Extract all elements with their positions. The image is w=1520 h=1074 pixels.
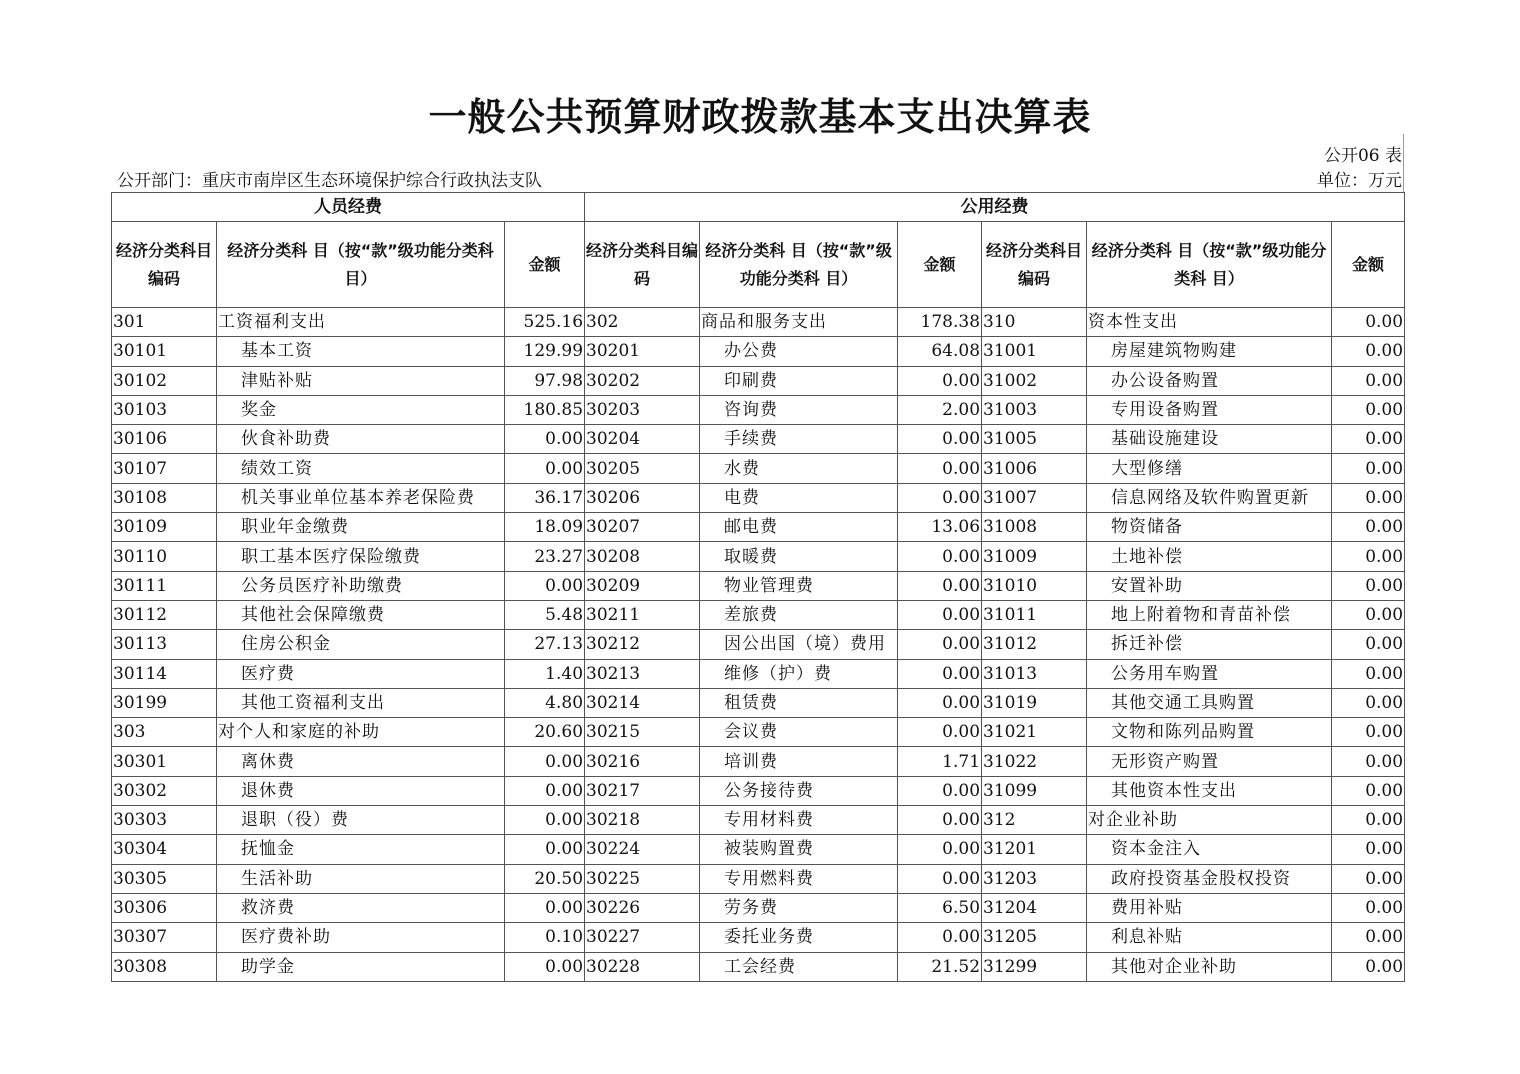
- item-amount: 0.00: [1332, 600, 1405, 629]
- item-code: 30211: [585, 600, 700, 629]
- item-amount: 0.00: [1332, 747, 1405, 776]
- item-amount: 0.00: [1332, 425, 1405, 454]
- col-header-name: 经济分类科 目（按“款”级功能分类科 目）: [217, 222, 505, 308]
- item-name: 公务员医疗补助缴费: [217, 571, 505, 600]
- item-amount: 0.00: [505, 893, 585, 922]
- item-amount: 2.00: [898, 395, 982, 424]
- table-row: [112, 366, 1405, 395]
- item-name: 房屋建筑物购建: [1087, 337, 1332, 366]
- item-code: 30207: [585, 513, 700, 542]
- item-code: 31019: [982, 688, 1087, 717]
- item-code: 31201: [982, 835, 1087, 864]
- page-title: 一般公共预算财政拨款基本支出决算表: [428, 95, 1092, 139]
- item-code: 30307: [112, 923, 217, 952]
- item-code: 31001: [982, 337, 1087, 366]
- item-code: 31299: [982, 952, 1087, 981]
- item-name: 其他交通工具购置: [1087, 688, 1332, 717]
- item-name: 机关事业单位基本养老保险费: [217, 483, 505, 512]
- table-row: [112, 483, 1405, 512]
- table-row: [112, 337, 1405, 366]
- item-amount: 0.00: [1332, 337, 1405, 366]
- item-code: 30203: [585, 395, 700, 424]
- item-amount: 0.00: [898, 600, 982, 629]
- table-row: [112, 308, 1405, 337]
- item-name: 对个人和家庭的补助: [217, 718, 505, 747]
- item-name: 会议费: [700, 718, 898, 747]
- item-name: 基本工资: [217, 337, 505, 366]
- item-code: 30112: [112, 600, 217, 629]
- group-personnel: 人员经费: [112, 193, 585, 222]
- table-row: [112, 425, 1405, 454]
- item-amount: 0.00: [505, 952, 585, 981]
- item-code: 30226: [585, 893, 700, 922]
- item-code: 302: [585, 308, 700, 337]
- item-code: 31203: [982, 864, 1087, 893]
- item-code: 30208: [585, 542, 700, 571]
- item-amount: 0.00: [1332, 864, 1405, 893]
- item-amount: 0.00: [1332, 923, 1405, 952]
- unit-label: 单位：万元: [1317, 171, 1402, 191]
- item-amount: 0.00: [898, 425, 982, 454]
- item-amount: 0.00: [898, 835, 982, 864]
- item-amount: 20.50: [505, 864, 585, 893]
- item-name: 无形资产购置: [1087, 747, 1332, 776]
- item-code: 30101: [112, 337, 217, 366]
- col-header-amount: 金额: [1332, 222, 1405, 308]
- item-code: 31003: [982, 395, 1087, 424]
- item-amount: 27.13: [505, 630, 585, 659]
- item-code: 31013: [982, 659, 1087, 688]
- item-amount: 0.00: [898, 454, 982, 483]
- item-name: 费用补贴: [1087, 893, 1332, 922]
- table-row: [112, 835, 1405, 864]
- item-name: 大型修缮: [1087, 454, 1332, 483]
- group-public: 公用经费: [585, 193, 1405, 222]
- item-name: 政府投资基金股权投资: [1087, 864, 1332, 893]
- item-amount: 0.00: [1332, 630, 1405, 659]
- item-code: 30303: [112, 806, 217, 835]
- item-amount: 0.00: [1332, 835, 1405, 864]
- table-row: [112, 513, 1405, 542]
- item-name: 手续费: [700, 425, 898, 454]
- item-name: 培训费: [700, 747, 898, 776]
- item-amount: 36.17: [505, 483, 585, 512]
- item-amount: 6.50: [898, 893, 982, 922]
- item-amount: 178.38: [898, 308, 982, 337]
- item-code: 30228: [585, 952, 700, 981]
- item-code: 30109: [112, 513, 217, 542]
- item-code: 31022: [982, 747, 1087, 776]
- department-label: 公开部门：重庆市南岸区生态环境保护综合行政执法支队: [117, 171, 542, 191]
- column-header-row: [112, 222, 1405, 308]
- item-name: 公务用车购置: [1087, 659, 1332, 688]
- item-code: 303: [112, 718, 217, 747]
- table-row: [112, 542, 1405, 571]
- item-name: 其他资本性支出: [1087, 776, 1332, 805]
- item-name: 退职（役）费: [217, 806, 505, 835]
- item-name: 专用燃料费: [700, 864, 898, 893]
- item-amount: 0.00: [898, 923, 982, 952]
- item-amount: 5.48: [505, 600, 585, 629]
- item-code: 30204: [585, 425, 700, 454]
- item-code: 30302: [112, 776, 217, 805]
- item-amount: 0.00: [505, 806, 585, 835]
- item-code: 30212: [585, 630, 700, 659]
- item-amount: 0.10: [505, 923, 585, 952]
- item-amount: 0.00: [505, 454, 585, 483]
- item-amount: 0.00: [1332, 513, 1405, 542]
- item-name: 职业年金缴费: [217, 513, 505, 542]
- item-code: 30102: [112, 366, 217, 395]
- item-amount: 0.00: [1332, 893, 1405, 922]
- item-name: 被装购置费: [700, 835, 898, 864]
- item-name: 资本金注入: [1087, 835, 1332, 864]
- table-row: [112, 864, 1405, 893]
- item-name: 取暖费: [700, 542, 898, 571]
- item-amount: 0.00: [505, 571, 585, 600]
- item-code: 30216: [585, 747, 700, 776]
- item-code: 30108: [112, 483, 217, 512]
- item-amount: 0.00: [505, 747, 585, 776]
- form-number: 公开06 表: [1323, 146, 1402, 166]
- item-code: 31005: [982, 425, 1087, 454]
- item-amount: 21.52: [898, 952, 982, 981]
- item-code: 310: [982, 308, 1087, 337]
- item-name: 基础设施建设: [1087, 425, 1332, 454]
- item-code: 30227: [585, 923, 700, 952]
- item-name: 差旅费: [700, 600, 898, 629]
- item-amount: 97.98: [505, 366, 585, 395]
- item-amount: 0.00: [1332, 659, 1405, 688]
- item-code: 312: [982, 806, 1087, 835]
- item-code: 31011: [982, 600, 1087, 629]
- item-code: 30206: [585, 483, 700, 512]
- item-name: 生活补助: [217, 864, 505, 893]
- item-code: 30301: [112, 747, 217, 776]
- item-code: 30107: [112, 454, 217, 483]
- table-row: [112, 688, 1405, 717]
- item-amount: 0.00: [505, 835, 585, 864]
- item-amount: 0.00: [1332, 483, 1405, 512]
- item-amount: 0.00: [1332, 952, 1405, 981]
- table-row: [112, 718, 1405, 747]
- table-row: [112, 776, 1405, 805]
- item-amount: 0.00: [898, 864, 982, 893]
- item-code: 30202: [585, 366, 700, 395]
- col-header-amount: 金额: [898, 222, 982, 308]
- item-amount: 18.09: [505, 513, 585, 542]
- table-row: [112, 952, 1405, 981]
- table-row: [112, 571, 1405, 600]
- item-amount: 129.99: [505, 337, 585, 366]
- item-name: 土地补偿: [1087, 542, 1332, 571]
- item-amount: 0.00: [898, 542, 982, 571]
- item-name: 维修（护）费: [700, 659, 898, 688]
- item-name: 地上附着物和青苗补偿: [1087, 600, 1332, 629]
- item-code: 30205: [585, 454, 700, 483]
- col-header-name: 经济分类科 目（按“款”级功能分类科 目）: [700, 222, 898, 308]
- item-name: 救济费: [217, 893, 505, 922]
- item-name: 拆迁补偿: [1087, 630, 1332, 659]
- item-code: 30106: [112, 425, 217, 454]
- item-name: 劳务费: [700, 893, 898, 922]
- item-code: 30209: [585, 571, 700, 600]
- item-name: 公务接待费: [700, 776, 898, 805]
- table-row: [112, 630, 1405, 659]
- item-code: 30110: [112, 542, 217, 571]
- item-amount: 64.08: [898, 337, 982, 366]
- item-name: 奖金: [217, 395, 505, 424]
- col-header-name: 经济分类科 目（按“款”级功能分类科 目）: [1087, 222, 1332, 308]
- item-amount: 0.00: [1332, 718, 1405, 747]
- item-name: 抚恤金: [217, 835, 505, 864]
- item-name: 职工基本医疗保险缴费: [217, 542, 505, 571]
- item-amount: 0.00: [898, 718, 982, 747]
- item-code: 30308: [112, 952, 217, 981]
- item-name: 医疗费: [217, 659, 505, 688]
- item-amount: 0.00: [505, 776, 585, 805]
- item-amount: 0.00: [898, 630, 982, 659]
- table-row: [112, 659, 1405, 688]
- item-name: 对企业补助: [1087, 806, 1332, 835]
- item-amount: 0.00: [1332, 776, 1405, 805]
- item-code: 30304: [112, 835, 217, 864]
- divider: [1403, 134, 1404, 192]
- item-code: 31002: [982, 366, 1087, 395]
- item-code: 30199: [112, 688, 217, 717]
- col-header-code: 经济分类科目编码: [112, 222, 217, 308]
- item-code: 31007: [982, 483, 1087, 512]
- item-name: 工资福利支出: [217, 308, 505, 337]
- item-name: 水费: [700, 454, 898, 483]
- table-row: [112, 747, 1405, 776]
- item-name: 其他社会保障缴费: [217, 600, 505, 629]
- item-amount: 0.00: [505, 425, 585, 454]
- item-code: 31010: [982, 571, 1087, 600]
- item-name: 离休费: [217, 747, 505, 776]
- group-header-row: [112, 193, 1405, 222]
- item-amount: 20.60: [505, 718, 585, 747]
- item-amount: 0.00: [898, 659, 982, 688]
- item-code: 31009: [982, 542, 1087, 571]
- item-amount: 0.00: [1332, 806, 1405, 835]
- item-code: 31021: [982, 718, 1087, 747]
- item-name: 绩效工资: [217, 454, 505, 483]
- table-row: [112, 395, 1405, 424]
- item-amount: 0.00: [898, 688, 982, 717]
- item-name: 资本性支出: [1087, 308, 1332, 337]
- item-name: 住房公积金: [217, 630, 505, 659]
- table-row: [112, 454, 1405, 483]
- item-code: 30213: [585, 659, 700, 688]
- item-amount: 4.80: [505, 688, 585, 717]
- item-amount: 0.00: [1332, 395, 1405, 424]
- table-row: [112, 893, 1405, 922]
- item-amount: 0.00: [898, 366, 982, 395]
- item-code: 30215: [585, 718, 700, 747]
- item-code: 30111: [112, 571, 217, 600]
- item-name: 邮电费: [700, 513, 898, 542]
- item-amount: 0.00: [1332, 571, 1405, 600]
- item-amount: 0.00: [1332, 688, 1405, 717]
- col-header-code: 经济分类科目编码: [982, 222, 1087, 308]
- item-name: 委托业务费: [700, 923, 898, 952]
- item-name: 专用材料费: [700, 806, 898, 835]
- item-code: 30113: [112, 630, 217, 659]
- item-name: 津贴补贴: [217, 366, 505, 395]
- item-amount: 1.40: [505, 659, 585, 688]
- item-code: 30225: [585, 864, 700, 893]
- col-header-code: 经济分类科目编码: [585, 222, 700, 308]
- item-amount: 13.06: [898, 513, 982, 542]
- expenditure-table: [111, 192, 1405, 982]
- item-name: 助学金: [217, 952, 505, 981]
- item-code: 30217: [585, 776, 700, 805]
- item-name: 医疗费补助: [217, 923, 505, 952]
- item-amount: 23.27: [505, 542, 585, 571]
- item-code: 30306: [112, 893, 217, 922]
- item-amount: 0.00: [898, 806, 982, 835]
- table-row: [112, 923, 1405, 952]
- item-name: 安置补助: [1087, 571, 1332, 600]
- item-name: 文物和陈列品购置: [1087, 718, 1332, 747]
- item-name: 办公费: [700, 337, 898, 366]
- item-name: 其他对企业补助: [1087, 952, 1332, 981]
- item-code: 31008: [982, 513, 1087, 542]
- item-name: 利息补贴: [1087, 923, 1332, 952]
- table-row: [112, 806, 1405, 835]
- item-code: 30114: [112, 659, 217, 688]
- item-amount: 1.71: [898, 747, 982, 776]
- item-code: 31099: [982, 776, 1087, 805]
- item-name: 其他工资福利支出: [217, 688, 505, 717]
- item-name: 因公出国（境）费用: [700, 630, 898, 659]
- item-name: 信息网络及软件购置更新: [1087, 483, 1332, 512]
- item-code: 31012: [982, 630, 1087, 659]
- item-code: 31204: [982, 893, 1087, 922]
- item-code: 30218: [585, 806, 700, 835]
- item-amount: 525.16: [505, 308, 585, 337]
- item-amount: 0.00: [898, 776, 982, 805]
- item-name: 办公设备购置: [1087, 366, 1332, 395]
- item-name: 印刷费: [700, 366, 898, 395]
- item-name: 租赁费: [700, 688, 898, 717]
- item-code: 30201: [585, 337, 700, 366]
- item-code: 30214: [585, 688, 700, 717]
- item-code: 301: [112, 308, 217, 337]
- item-name: 电费: [700, 483, 898, 512]
- item-name: 物业管理费: [700, 571, 898, 600]
- item-amount: 180.85: [505, 395, 585, 424]
- item-amount: 0.00: [1332, 366, 1405, 395]
- col-header-amount: 金额: [505, 222, 585, 308]
- table-row: [112, 600, 1405, 629]
- item-amount: 0.00: [1332, 542, 1405, 571]
- item-name: 工会经费: [700, 952, 898, 981]
- item-name: 专用设备购置: [1087, 395, 1332, 424]
- item-name: 退休费: [217, 776, 505, 805]
- item-amount: 0.00: [898, 571, 982, 600]
- item-name: 商品和服务支出: [700, 308, 898, 337]
- item-amount: 0.00: [1332, 308, 1405, 337]
- item-code: 30305: [112, 864, 217, 893]
- item-code: 31006: [982, 454, 1087, 483]
- item-name: 物资储备: [1087, 513, 1332, 542]
- item-code: 30103: [112, 395, 217, 424]
- item-amount: 0.00: [898, 483, 982, 512]
- item-code: 31205: [982, 923, 1087, 952]
- item-code: 30224: [585, 835, 700, 864]
- item-name: 咨询费: [700, 395, 898, 424]
- item-amount: 0.00: [1332, 454, 1405, 483]
- item-name: 伙食补助费: [217, 425, 505, 454]
